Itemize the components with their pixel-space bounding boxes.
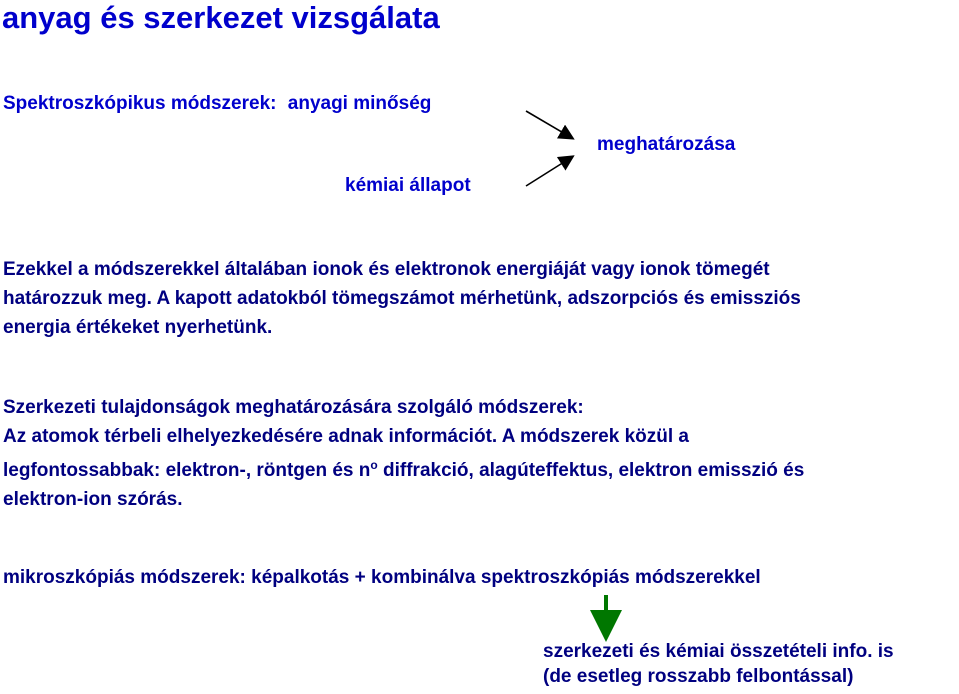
spectro-result: meghatározása — [597, 134, 736, 155]
microscopy-result-line1: szerkezeti és kémiai összetételi info. is — [543, 641, 894, 662]
arrow-quality-icon — [526, 111, 572, 138]
spectro-item-quality: anyagi minőség — [287, 93, 432, 114]
paragraph2-line4: elektron-ion szórás. — [3, 489, 183, 510]
microscopy-line: mikroszkópiás módszerek: képalkotás + kombinálva spektroszkópiás módszerekkel — [3, 567, 761, 588]
paragraph1-line1: Ezekkel a módszerekkel általában ionok és elektronok energiáját vagy ionok tömegét — [3, 259, 770, 280]
paragraph1-line2: határozzuk meg. A kapott adatokból tömegszámot mérhetünk, adszorpciós és emissziós — [3, 288, 801, 309]
paragraph2-line2: Az atomok térbeli elhelyezkedésére adnak információt. A módszerek közül a — [3, 426, 689, 447]
paragraph1-line3: energia értékeket nyerhetünk. — [3, 317, 273, 338]
spectro-label: Spektroszkópikus módszerek: — [3, 93, 277, 114]
paragraph-methods — [3, 255, 958, 342]
arrow-chemical-icon — [526, 157, 572, 186]
page-title: anyag és szerkezet vizsgálata — [2, 0, 440, 35]
microscopy-result-line2: (de esetleg rosszabb felbontással) — [543, 666, 854, 687]
paragraph2-line1: Szerkezeti tulajdonságok meghatározására szolgáló módszerek: — [3, 397, 584, 418]
spectro-item-chemical-state: kémiai állapot — [345, 175, 471, 196]
superscript-o: o — [370, 458, 378, 472]
paragraph2-line3: legfontossabbak: elektron-, röntgen és $n^o$ diffrakció, alagúteffektus, elektron emisszió és — [3, 458, 805, 481]
paragraph-structure — [3, 393, 958, 514]
